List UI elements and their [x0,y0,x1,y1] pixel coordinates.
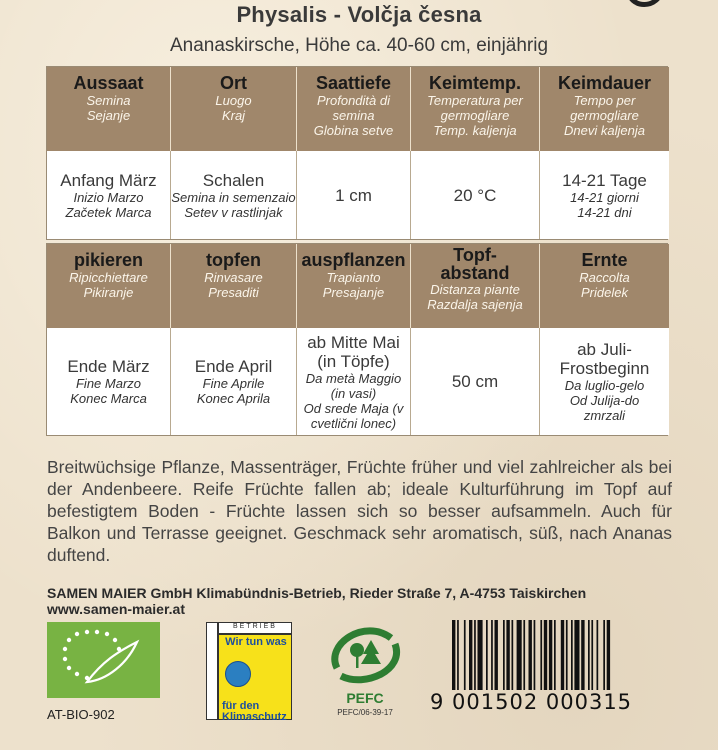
table-header-cell: pikieren Ripicchiettare Pikiranje [47,244,171,328]
table-header-cell: Topf-abstand Distanza piante Razdalja sajenja [411,244,540,328]
eu-organic-code: AT-BIO-902 [47,707,115,722]
table-header-cell: Keimdauer Tempo per germogliare Dnevi kaljenja [540,67,669,151]
barcode-bar [597,620,599,690]
table-data-cell: Ende März Fine Marzo Konec Marca [47,328,171,435]
table-data-cell: 20 °C [411,151,540,239]
barcode-bar [478,620,483,690]
planting-table [46,243,668,436]
table-data-cell: Schalen Semina in semenzaio Setev v rastlinjak [171,151,297,239]
barcode-bar [549,620,552,690]
barcode-bar [491,620,493,690]
barcode-bar [544,620,547,690]
barcode-bar [566,620,568,690]
eu-organic-leaf-icon [47,622,160,698]
barcode-bar [603,620,605,690]
klimabuendnis-globe-icon [225,661,251,687]
barcode-bar [517,620,522,690]
table-data-cell: ab Mitte Mai (in Töpfe) Da metà Maggio (in vasi) Od srede Maja (v cvetlični lonec) [297,328,411,435]
table-header-cell: topfen Rinvasare Presaditi [171,244,297,328]
barcode-bar [554,620,556,690]
barcode-bar [588,620,590,690]
page-title: Physalis - Volčja česna [236,2,482,27]
table-data-cell: 1 cm [297,151,411,239]
company-website: www.samen-maier.at [47,601,185,617]
barcode-bar [512,620,514,690]
barcode-bar [486,620,488,690]
barcode-bar [495,620,498,690]
table-header-cell: auspflanzen Trapianto Presajanje [297,244,411,328]
klimabuendnis-logo: BETRIEB Wir tun was für den Klimaschutz [206,622,292,720]
table-data-cell: Ende April Fine Aprile Konec Aprila [171,328,297,435]
table-data-cell: 50 cm [411,328,540,435]
sowing-table [46,66,668,240]
barcode-bar [474,620,476,690]
barcode-bar [457,620,459,690]
plant-description: Breitwüchsige Pflanze, Massenträger, Früchte früher und viel zahlreicher als bei der Andenbeere. Reife Früchte fallen ab; ideale Kulturführung im Topf auf befestigtem Boden - Früchte lassen sich so besser aufsammeln. Auch für Balkon und Terrasse geeignet. Geschmack sehr aromatisch, süß, nach Ananas duftend. [47,457,672,565]
barcode-bar [574,620,579,690]
barcode-bar [581,620,584,690]
table-data-cell: Anfang März Inizio Marzo Začetek Marca [47,151,171,239]
barcode-bar [534,620,536,690]
barcode-bar [469,620,472,690]
table-header-cell: Aussaat Semina Sejanje [47,67,171,151]
pefc-trees-icon [325,624,405,688]
table-header-cell: Saattiefe Profondità di semina Globina setve [297,67,411,151]
table-data-cell: 14-21 Tage 14-21 giorni 14-21 dni [540,151,669,239]
barcode-bar [607,620,610,690]
barcode-bar [591,620,593,690]
barcode-bar [523,620,525,690]
barcode-bar [561,620,564,690]
page-subtitle: Ananaskirsche, Höhe ca. 40-60 cm, einjährig [169,35,549,56]
barcode-bar [503,620,505,690]
table-header-cell: Ernte Raccolta Pridelek [540,244,669,328]
company-address: SAMEN MAIER GmbH Klimabündnis-Betrieb, Rieder Straße 7, A-4753 Taiskirchen [47,585,587,601]
barcode-bar [571,620,573,690]
pefc-logo: PEFC PEFC/06-39-17 [325,624,405,724]
barcode-bar [529,620,532,690]
table-header-cell: Ort Luogo Kraj [171,67,297,151]
recycle-arrows-icon [622,0,668,22]
barcode-icon [450,620,670,700]
table-header-cell: Keimtemp. Temperatura per germogliare Temp. kaljenja [411,67,540,151]
barcode-bar [452,620,455,690]
barcode-number: 9 001502 000315 [430,690,633,714]
barcode-bar [506,620,509,690]
barcode-bar [540,620,542,690]
table-data-cell: ab Juli-Frostbeginn Da luglio-gelo Od Julija-do zmrzali [540,328,669,435]
barcode-bar [464,620,466,690]
